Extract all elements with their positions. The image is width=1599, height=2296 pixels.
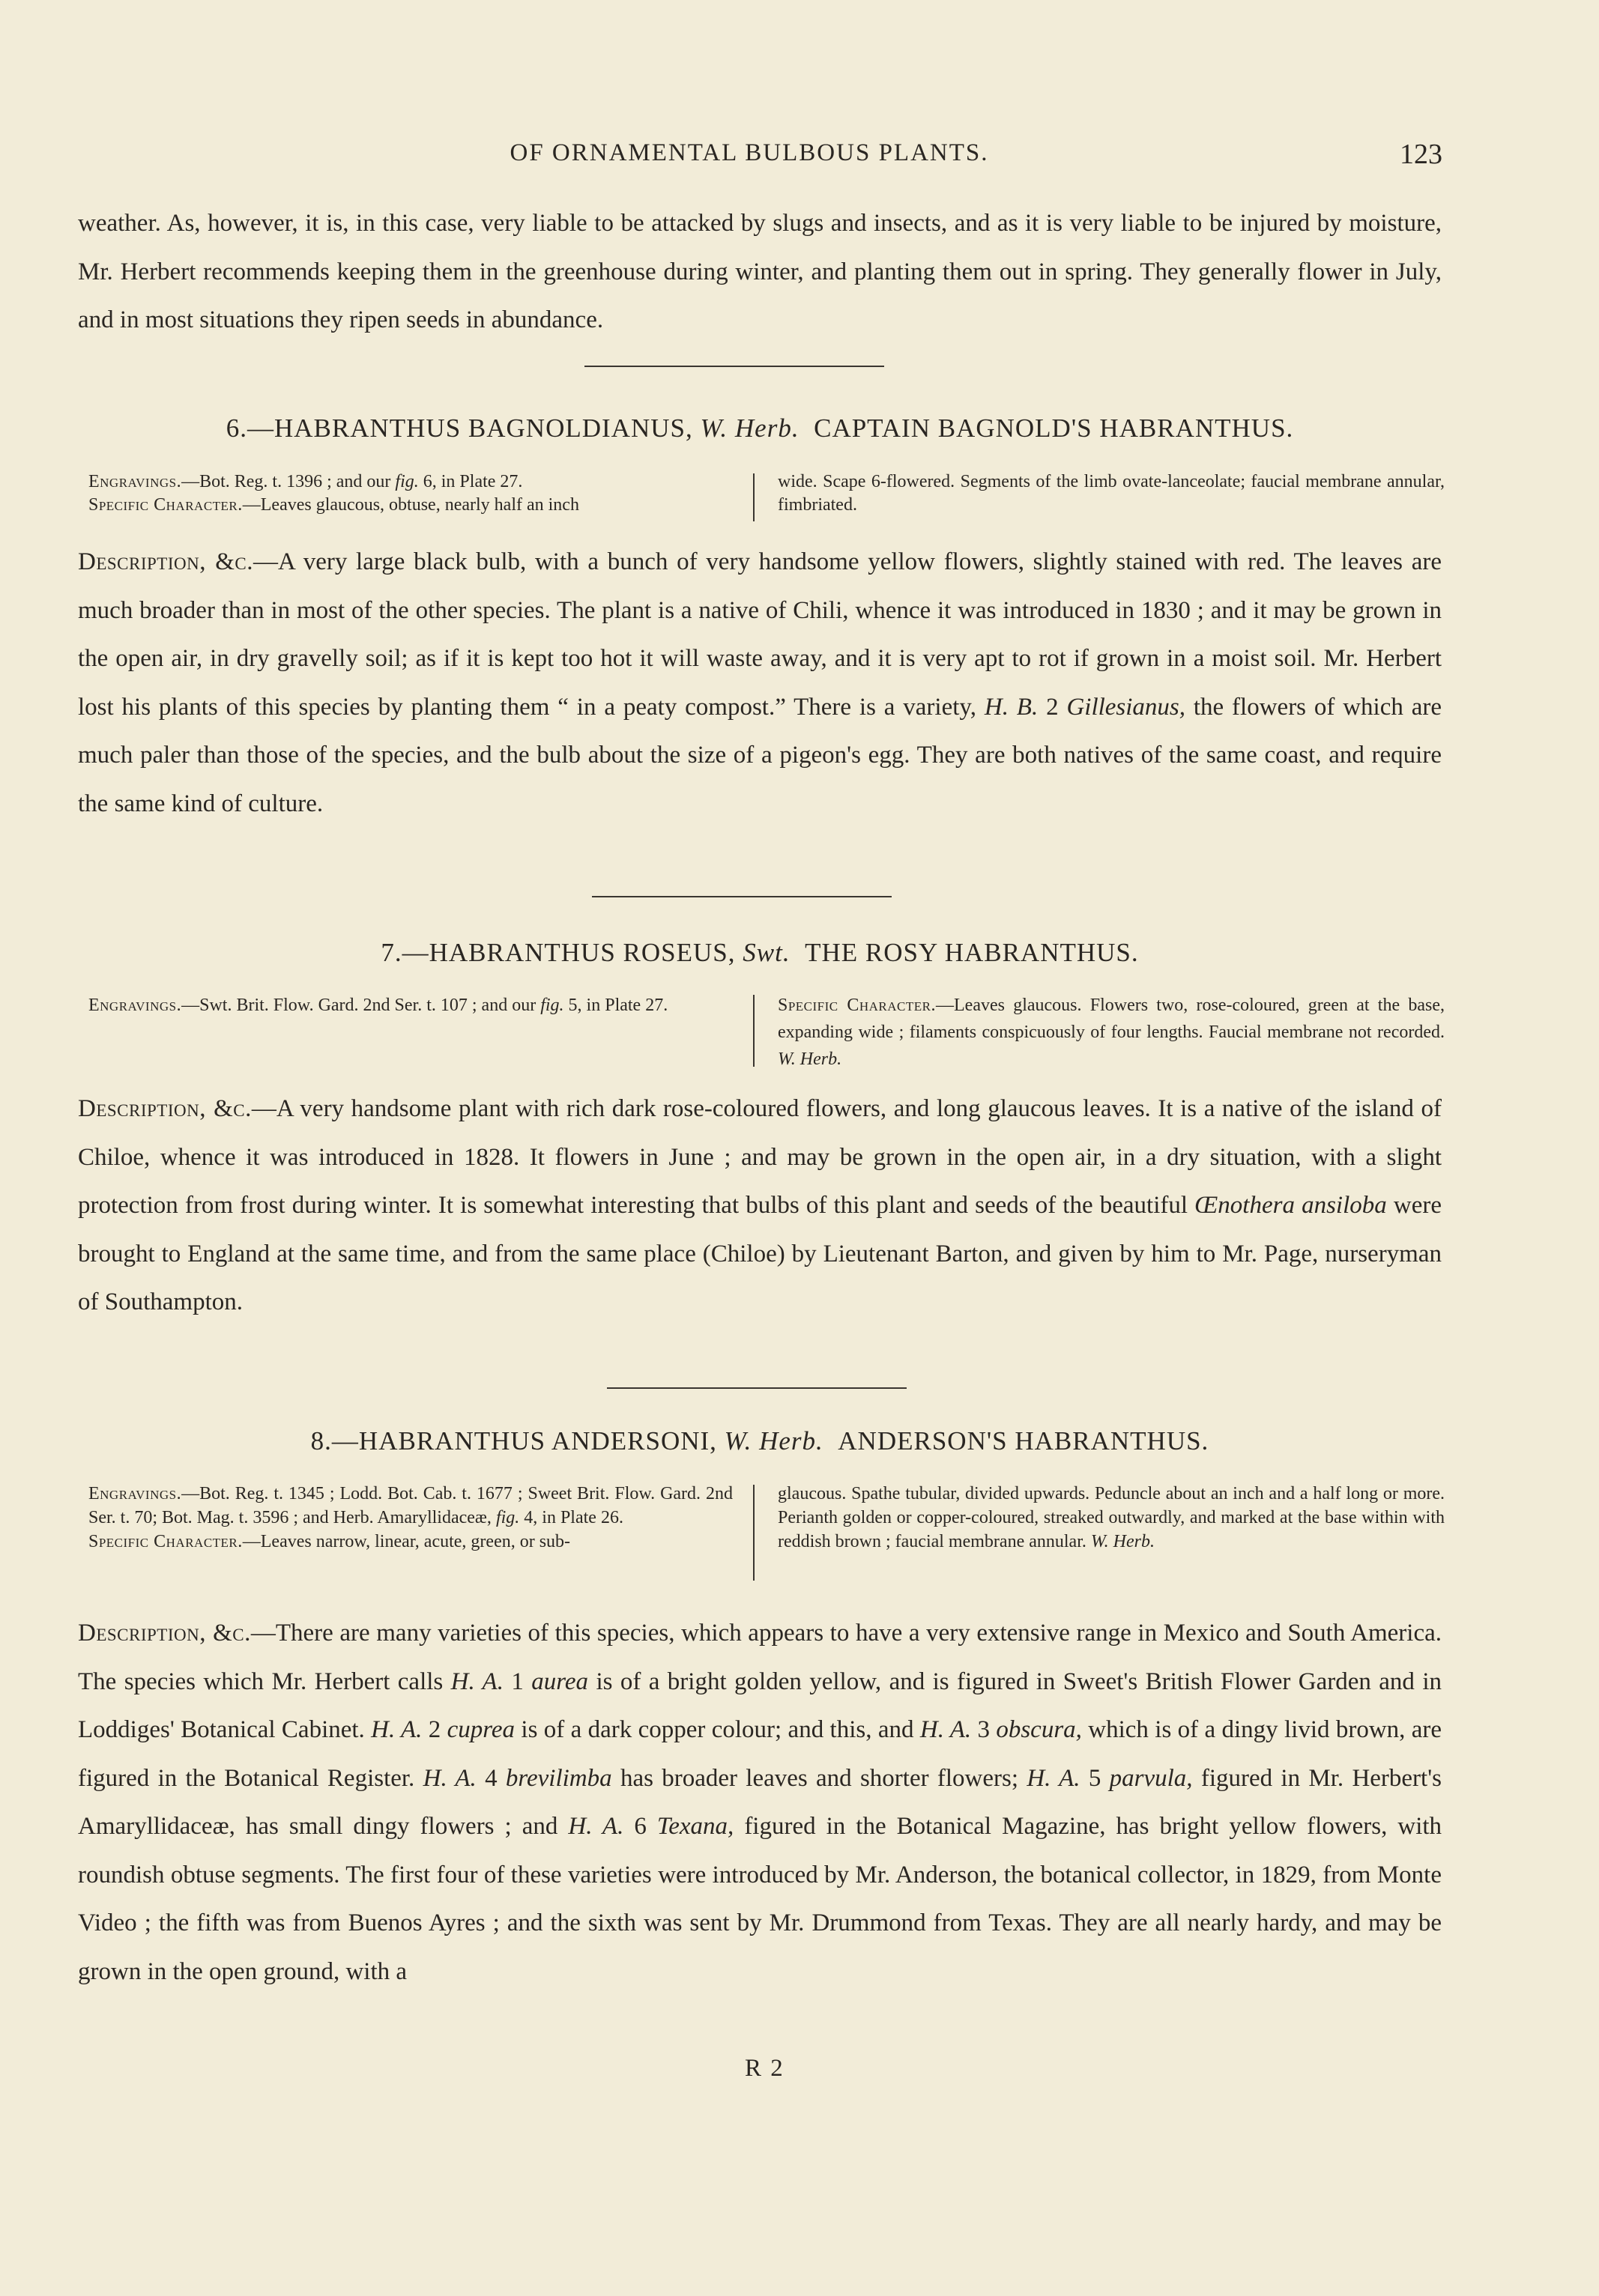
paragraph-weather: weather. As, however, it is, in this case, very liable to be attacked by slugs and insects, and as it is very liable to be injured by moisture, Mr. Herbert recommends keeping them in the greenhouse during winter, and planting them out in spring. They generally flower in July, and in most situations they ripen seeds in abundance. — [78, 210, 1442, 333]
authority-ref: W. Herb. — [1090, 1532, 1155, 1551]
section-rule — [607, 1387, 907, 1389]
species-8-notes — [88, 1482, 1445, 1594]
description-lead: Description, &c. — [78, 1620, 251, 1647]
species-6-description — [78, 538, 1442, 828]
variety-abbrev: H. A. — [423, 1764, 477, 1792]
fig-ref: fig. — [495, 1508, 520, 1527]
variety-name: parvula, — [1109, 1764, 1193, 1792]
specific-character-text-cont: glaucous. Spathe tubular, divided upwards. Peduncle about an inch and a half long or more. Perianth golden or copper-coloured, streaked outwardly, and marked at the base within with reddish brown ; faucial membrane annular. — [778, 1484, 1445, 1551]
engravings-label: Engravings. — [88, 1484, 182, 1503]
description-lead: Description, &c. — [78, 1095, 252, 1122]
description-text: figured in the Botanical Magazine, has bright yellow flowers, with roundish obtuse segments. The first four of these varieties were introduced by Mr. Anderson, the botanical collector, in 1829, from Monte Video ; the fifth was from Buenos Ayres ; and the sixth was sent by Mr. Drummond from Texas. They are all nearly hardy, and may be grown in the open ground, with a — [78, 1813, 1442, 1985]
variety-abbrev: H. B. — [984, 693, 1039, 721]
species-6-common-name: CAPTAIN BAGNOLD'S HABRANTHUS. — [814, 414, 1294, 443]
engravings-text: —Bot. Reg. t. 1396 ; and our — [181, 472, 391, 491]
column-divider — [753, 995, 755, 1067]
variety-name: Texana, — [656, 1813, 734, 1840]
variety-name: aurea — [531, 1668, 589, 1695]
specific-character-text: —Leaves narrow, linear, acute, green, or sub- — [242, 1532, 571, 1551]
engravings-label: Engravings. — [88, 996, 182, 1015]
species-6-notes-left — [88, 470, 733, 517]
species-8-number: 8.—HABRANTHUS ANDERSONI, — [310, 1426, 717, 1456]
species-8-description — [78, 1609, 1442, 1996]
species-7-number: 7.—HABRANTHUS ROSEUS, — [381, 938, 736, 967]
description-text: is of a dark copper colour; and this, and — [521, 1716, 914, 1743]
variety-name: brevilimba — [505, 1764, 612, 1792]
engravings-text: —Bot. Reg. t. 1345 ; Lodd. Bot. Cab. t. 1677 ; Sweet Brit. Flow. Gard. 2nd Ser. t. 70; Bot. Mag. t. 3596 ; and Herb. Amaryllidaceæ, — [88, 1484, 733, 1527]
description-text: —A very handsome plant with rich dark rose-coloured flowers, and long glaucous leaves. It is a native of the island of Chiloe, whence it was introduced in 1828. It flowers in June ; and may be grown in the open air, in a dry situation, with a slight protection from frost during winter. It is somewhat interesting that bulbs of this plant and seeds of the beautiful — [78, 1095, 1442, 1219]
signature-mark: R 2 — [745, 2055, 785, 2082]
species-7-notes-left — [88, 992, 733, 1019]
description-text: is of a bright golden yellow, and is figured in Sweet's British Flower Garden and in Loddiges' Botanical Cabinet. — [78, 1668, 1442, 1743]
specific-character-text: —Leaves glaucous, obtuse, nearly half an inch — [242, 495, 579, 515]
variety-number: 5 — [1088, 1764, 1101, 1792]
species-6-number: 6.—HABRANTHUS BAGNOLDIANUS, — [226, 414, 693, 443]
variety-name: obscura, — [996, 1716, 1082, 1743]
column-divider — [753, 1485, 755, 1581]
species-8-notes-right — [778, 1482, 1445, 1554]
variety-abbrev: H. A. — [371, 1716, 423, 1743]
species-8-notes-left — [88, 1482, 733, 1554]
species-6-authority: W. Herb. — [700, 414, 800, 443]
plate-ref: 5, in Plate 27. — [568, 996, 668, 1015]
engravings-label: Engravings. — [88, 472, 182, 491]
description-text: figured in Mr. Herbert's Amaryllidaceæ, has small dingy flowers ; and — [78, 1764, 1442, 1840]
plate-ref: 4, in Plate 26. — [524, 1508, 623, 1527]
variety-number: 2 — [1046, 693, 1059, 721]
species-7-authority: Swt. — [743, 938, 791, 967]
specific-character-label: Specific Character. — [88, 495, 243, 515]
page-number: 123 — [1400, 139, 1442, 170]
variety-number: 2 — [428, 1716, 441, 1743]
species-name: Œnothera ansiloba — [1194, 1192, 1387, 1219]
description-lead: Description, &c. — [78, 548, 253, 575]
variety-abbrev: H. A. — [919, 1716, 972, 1743]
description-text: which is of a dingy livid brown, are figured in the Botanical Register. — [78, 1716, 1442, 1792]
species-6-heading — [78, 414, 1442, 443]
species-6-notes — [88, 470, 1445, 530]
species-7-notes — [88, 992, 1445, 1074]
authority-ref: W. Herb. — [778, 1049, 842, 1069]
description-text: has broader leaves and shorter flowers; — [620, 1764, 1019, 1792]
description-text: —There are many varieties of this species, which appears to have a very extensive range in Mexico and South America. The species which Mr. Herbert calls — [78, 1620, 1442, 1695]
variety-name: Gillesianus, — [1066, 693, 1186, 721]
variety-abbrev: H. A. — [1027, 1764, 1080, 1792]
species-7-description — [78, 1085, 1442, 1327]
description-text: —A very large black bulb, with a bunch of very handsome yellow flowers, slightly stained with red. The leaves are much broader than in most of the other species. The plant is a native of Chili, whence it was introduced in 1830 ; and it may be grown in the open air, in dry gravelly soil; as if it is kept too hot it will waste away, and it is very apt to rot if grown in a moist soil. Mr. Herbert lost his plants of this species by planting them “ in a peaty compost.” There is a variety, — [78, 548, 1442, 721]
variety-number: 1 — [511, 1668, 524, 1695]
variety-abbrev: H. A. — [450, 1668, 504, 1695]
species-7-heading — [78, 938, 1442, 968]
engravings-text: —Swt. Brit. Flow. Gard. 2nd Ser. t. 107 ; and our — [181, 996, 536, 1015]
species-8-authority: W. Herb. — [724, 1426, 823, 1456]
description-text-cont: the flowers of which are much paler than those of the species, and the bulb about the size of a pigeon's egg. They are both natives of the same coast, and require the same kind of culture. — [78, 693, 1442, 817]
fig-ref: fig. — [540, 996, 564, 1015]
variety-name: cuprea — [447, 1716, 516, 1743]
species-7-common-name: THE ROSY HABRANTHUS. — [805, 938, 1139, 967]
variety-number: 4 — [485, 1764, 498, 1792]
species-8-heading — [78, 1426, 1442, 1456]
specific-character-text: —Leaves glaucous. Flowers two, rose-coloured, green at the base, expanding wide ; filaments conspicuously of four lengths. Faucial membrane not recorded. — [778, 996, 1445, 1042]
species-6-notes-right: wide. Scape 6-flowered. Segments of the limb ovate-lanceolate; faucial membrane annular, fimbriated. — [778, 472, 1445, 515]
fig-ref: fig. — [395, 472, 419, 491]
specific-character-label: Specific Character. — [778, 996, 936, 1015]
column-divider — [753, 473, 755, 521]
running-head: OF ORNAMENTAL BULBOUS PLANTS. — [510, 139, 989, 166]
plate-ref: 6, in Plate 27. — [423, 472, 523, 491]
species-7-notes-right — [778, 992, 1445, 1073]
variety-abbrev: H. A. — [568, 1813, 624, 1840]
variety-number: 6 — [634, 1813, 647, 1840]
variety-number: 3 — [977, 1716, 990, 1743]
species-8-common-name: ANDERSON'S HABRANTHUS. — [838, 1426, 1209, 1456]
specific-character-label: Specific Character. — [88, 1532, 243, 1551]
description-text-cont: were brought to England at the same time, and from the same place (Chiloe) by Lieutenant Barton, and given by him to Mr. Page, nurseryman of Southampton. — [78, 1192, 1442, 1315]
section-rule — [592, 896, 892, 897]
section-rule — [584, 366, 884, 367]
